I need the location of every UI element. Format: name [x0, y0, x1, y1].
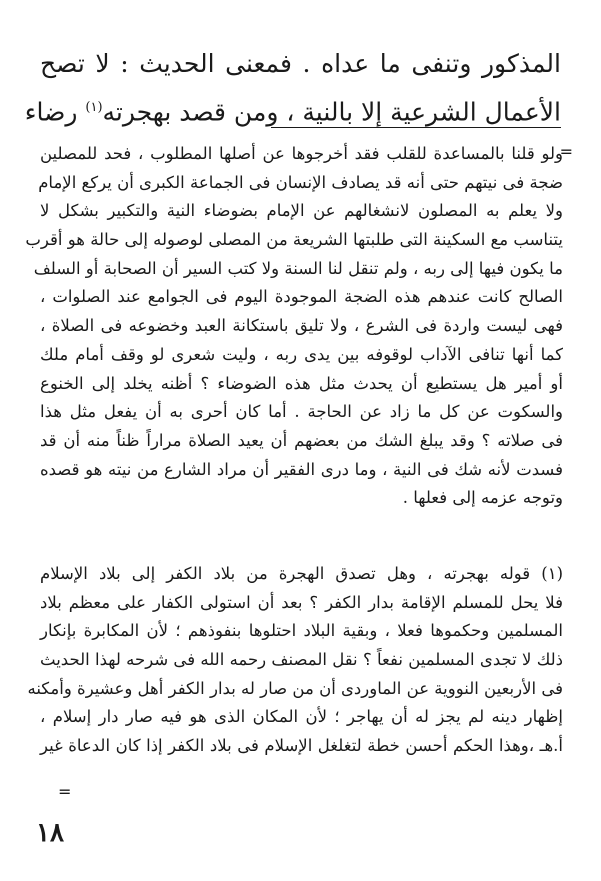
footnote-line: أو أمير هل يستطيع أن يحدث مثل هذه الضوضاء ؟ أظنه يخلد إلى الخنوع	[40, 373, 563, 393]
continuation-marker: =	[559, 142, 573, 161]
footnote-reference: (١)	[85, 100, 103, 115]
footnote-line: فلا يحل للمسلم الإقامة بدار الكفر ؟ بعد أن استولى الكفار على معظم بلاد	[40, 592, 563, 612]
footnote-line: ولا يعلم به المصلون لانشغالهم عن الإمام بضوضاء النية والتكبير بشكل لا	[40, 201, 563, 221]
footnote-line: والسكوت عن كل ما زاد عن الحاجة . أما كان أحرى به أن يفعل مثل هذا	[40, 402, 563, 422]
footnote-line: ولو قلنا بالمساعدة للقلب فقد أخرجوها عن أصلها المطلوب ، فحد للمصلين	[40, 144, 563, 163]
footnote-line: فهى ليست واردة فى الشرع ، ولا تليق باستكانة العبد وخضوعه فى الصلاة ،	[40, 316, 563, 336]
continuation-marker-bottom: =	[58, 782, 72, 801]
footnote-line: فى الأربعين النووية عن الماوردى أن من صار له بدار الكفر أهل وعشيرة وأمكنه	[27, 678, 563, 698]
footnote-1	[27, 560, 563, 761]
main-text	[24, 42, 561, 130]
footnote-line: الصالح كانت عندهم هذه الضجة الموجودة اليوم فى الجوامع عند الصلوات ،	[40, 287, 563, 307]
footnote-line: وتوجه عزمه إلى فعلها .	[402, 488, 563, 508]
footnote-line: ما يكون فيها إلى ربه ، ولم تنقل لنا السنة ولا كتب السير أن الصحابة أو السلف	[33, 258, 563, 278]
footnote-line: كما أنها تنافى الآداب لوقوفه بين يدى ربه ، وليت شعرى لو وقف أمام ملك	[40, 344, 563, 364]
page-number: ١٨	[36, 818, 64, 848]
footnote-line: ذلك لا تجدى المسلمين نفعاً ؟ نقل المصنف رحمه الله فى شرحه لهذا الحديث	[40, 650, 563, 670]
main-text-line: المذكور وتنفى ما عداه . فمعنى الحديث : لا تصح	[40, 49, 561, 78]
footnote-line: يتناسب مع السكينة التى طلبتها الشريعة من المصلى لوصوله إلى حالة هو أقرب	[25, 230, 563, 250]
main-text-segment: الأعمال الشرعية إلا بالنية ، ومن قصد بهجرته	[102, 97, 561, 127]
footnote-line: ضجة فى نيتهم حتى أنه قد يصادف الإنسان فى الجماعة الكبرى أن يركع الإمام	[38, 172, 563, 192]
footnote-line: فى صلاته ؟ وقد يبلغ الشك من بعضهم أن يعيد الصلاة مراراً ظناً منه أن قد	[40, 430, 563, 450]
footnote-line: أ.هـ ،وهذا الحكم أحسن خطة لتغلغل الإسلام فى بلاد الكفر إذا كان الدعاة غير	[40, 736, 563, 756]
footnote-separator	[271, 127, 561, 128]
footnote-line: إظهار دينه لم يجز له أن يهاجر ؛ لأن المكان الذى هو فيه صار دار إسلام ،	[40, 707, 563, 727]
main-text-line	[24, 86, 561, 130]
footnote-line: المسلمين وحكموها فعلا ، وبقية البلاد احتلوها بنفوذهم ؛ لأن المكابرة بإنكار	[40, 621, 563, 641]
footnote-line: (١) قوله بهجرته ، وهل تصدق الهجرة من بلاد الكفر إلى بلاد الإسلام	[40, 564, 563, 583]
footnote-line: فسدت لأنه شك فى النية ، وما درى الفقير أن مراد الشارع من نيته هو قصده	[40, 459, 563, 479]
footnote-continuation	[25, 140, 563, 513]
main-text-segment: رضاء	[24, 97, 86, 127]
